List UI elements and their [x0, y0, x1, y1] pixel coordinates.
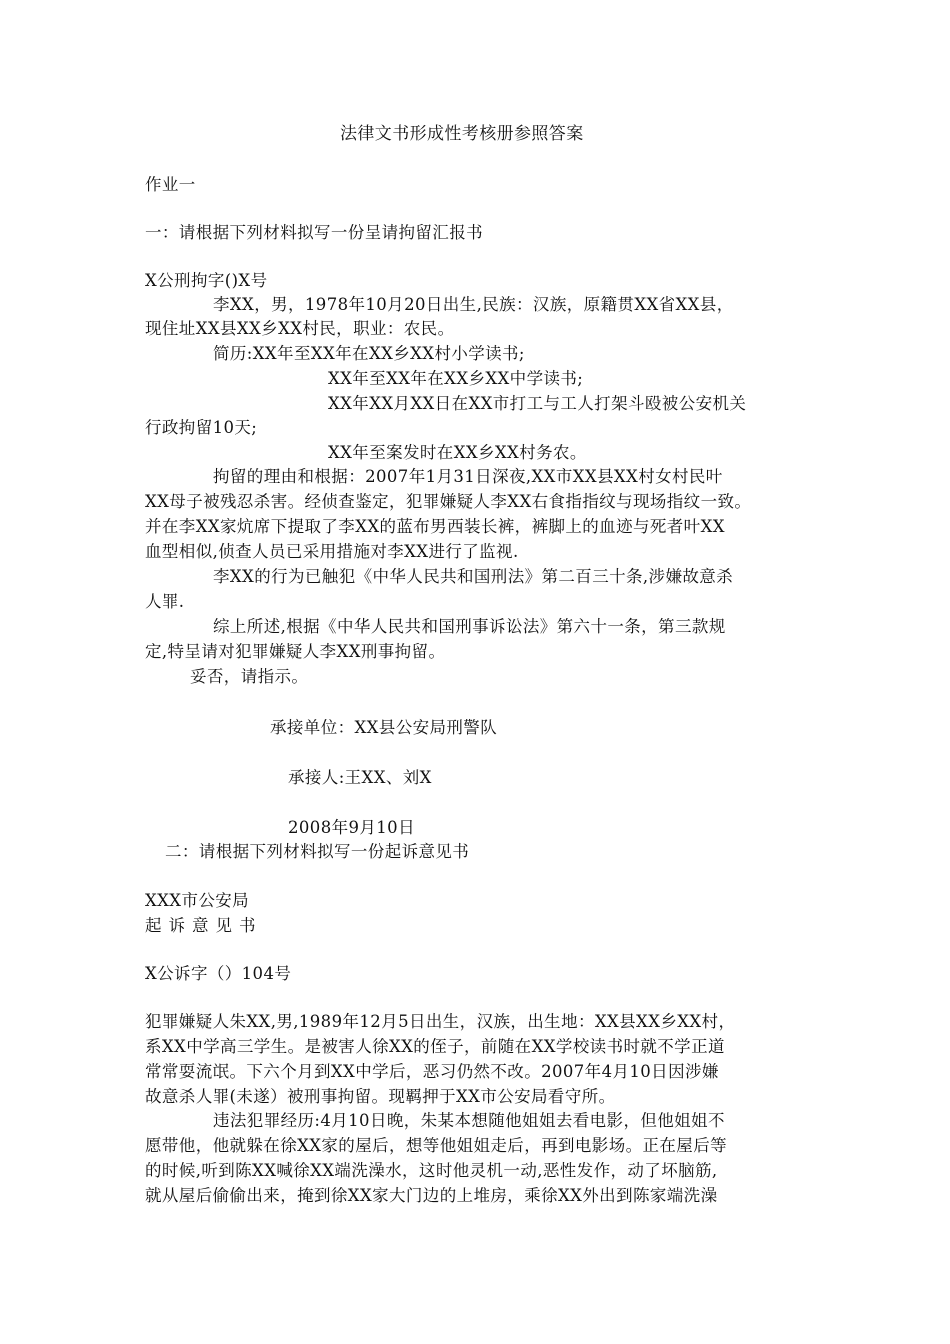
q2-document-title: 起诉意见书	[145, 916, 263, 935]
q1-line: 现住址XX县XX乡XX村民，职业：农民。	[145, 319, 455, 338]
document-title: 法律文书形成性考核册参照答案	[340, 124, 584, 144]
q1-line: 李XX，男，1978年10月20日出生,民族：汉族，原籍贯XX省XX县，	[213, 295, 734, 314]
q2-line: 就从屋后偷偷出来，掩到徐XX家大门边的上堆房，乘徐XX外出到陈家端洗澡	[145, 1186, 718, 1205]
q1-line: 妥否，请指示。	[190, 667, 309, 686]
q1-line: 并在李XX家炕席下提取了李XX的蓝布男西装长裤，裤脚上的血迹与死者叶XX	[145, 517, 725, 536]
q1-date: 2008年9月10日	[288, 818, 415, 837]
q1-line: 血型相似,侦查人员已采用措施对李XX进行了监视.	[145, 542, 519, 561]
q1-line: 综上所述,根据《中华人民共和国刑事诉讼法》第六十一条，第三款规	[213, 617, 726, 636]
q1-undertaking-person: 承接人:王XX、刘X	[288, 768, 432, 787]
q2-line: 违法犯罪经历:4月10日晚，朱某本想随他姐姐去看电影，但他姐姐不	[213, 1111, 725, 1130]
question-1-heading: 一：请根据下列材料拟写一份呈请拘留汇报书	[145, 223, 483, 242]
q1-line: 人罪.	[145, 592, 185, 611]
q1-line: 简历:XX年至XX年在XX乡XX村小学读书;	[213, 344, 525, 363]
q1-line: 李XX的行为已触犯《中华人民共和国刑法》第二百三十条,涉嫌故意杀	[213, 567, 734, 586]
assignment-label: 作业一	[145, 175, 196, 194]
q2-line: 愿带他，他就躲在徐XX家的屋后，想等他姐姐走后，再到电影场。正在屋后等	[145, 1136, 727, 1155]
q1-line: XX年至XX年在XX乡XX中学读书;	[328, 369, 584, 388]
q1-line: XX年至案发时在XX乡XX村务农。	[328, 443, 587, 462]
q2-line: 系XX中学高三学生。是被害人徐XX的侄子，前随在XX学校读书时就不学正道	[145, 1037, 725, 1056]
q2-line: 常常耍流氓。下六个月到XX中学后，恶习仍然不改。2007年4月10日因涉嫌	[145, 1062, 719, 1081]
q2-line: 故意杀人罪(未遂）被刑事拘留。现羁押于XX市公安局看守所。	[145, 1087, 616, 1106]
q1-line: XX母子被残忍杀害。经侦查鉴定，犯罪嫌疑人李XX右食指指纹与现场指纹一致。	[145, 492, 752, 511]
q1-document-number: X公刑拘字()X号	[145, 271, 268, 290]
q1-line: 定,特呈请对犯罪嫌疑人李XX刑事拘留。	[145, 642, 446, 661]
question-2-heading: 二：请根据下列材料拟写一份起诉意见书	[165, 842, 470, 861]
q2-agency: XXX市公安局	[145, 891, 250, 910]
q1-line: 拘留的理由和根据：2007年1月31日深夜,XX市XX县XX村女村民叶	[213, 467, 723, 486]
q1-line: 行政拘留10天;	[145, 418, 258, 437]
q1-undertaking-unit: 承接单位：XX县公安局刑警队	[270, 718, 498, 737]
q1-line: XX年XX月XX日在XX市打工与工人打架斗殴被公安机关	[328, 394, 747, 413]
q2-line: 的时候,听到陈XX喊徐XX端洗澡水，这时他灵机一动,恶性发作，动了坏脑筋,	[145, 1161, 718, 1180]
q2-document-number: X公诉字（）104号	[145, 964, 292, 983]
q2-line: 犯罪嫌疑人朱XX,男,1989年12月5日出生，汉族，出生地：XX县XX乡XX村，	[145, 1012, 736, 1031]
